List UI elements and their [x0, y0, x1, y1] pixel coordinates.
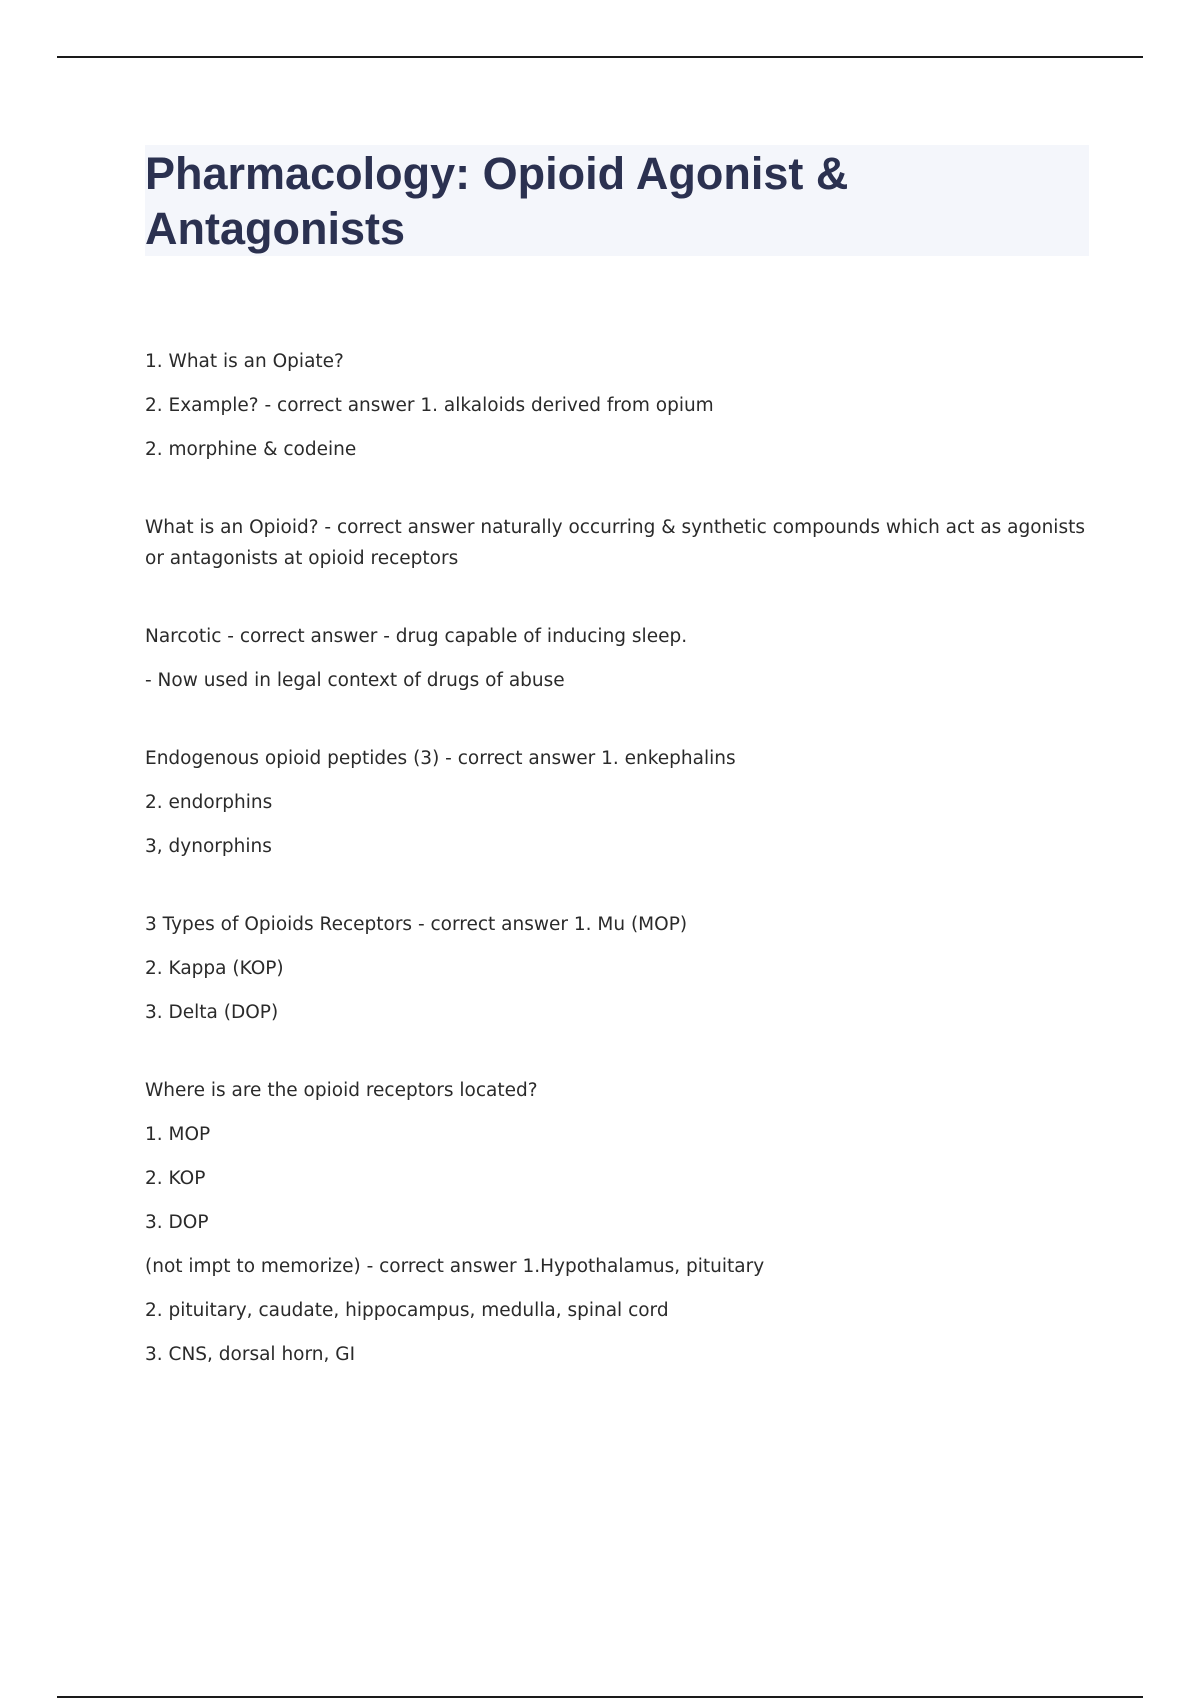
card-line: Where is are the opioid receptors located? — [145, 1080, 538, 1101]
card-line: 1. MOP — [145, 1124, 211, 1145]
page-title: Pharmacology: Opioid Agonist & Antagonists — [145, 148, 849, 254]
card-line: (not impt to memorize) - correct answer 1.Hypothalamus, pituitary — [145, 1256, 765, 1277]
flashcard — [145, 909, 1085, 1028]
card-line: - Now used in legal context of drugs of abuse — [145, 670, 565, 691]
card-line: 2. morphine & codeine — [145, 439, 357, 460]
card-line: Endogenous opioid peptides (3) - correct answer 1. enkephalins — [145, 748, 736, 769]
card-line: 3. DOP — [145, 1212, 209, 1233]
card-line: 2. Example? - correct answer 1. alkaloids derived from opium — [145, 395, 714, 416]
card-line: 2. KOP — [145, 1168, 206, 1189]
card-line: 2. Kappa (KOP) — [145, 958, 284, 979]
card-line: 3, dynorphins — [145, 836, 272, 857]
flashcard — [145, 512, 1091, 574]
card-line: Narcotic - correct answer - drug capable of inducing sleep. — [145, 626, 688, 647]
flashcard-list — [145, 346, 1091, 1383]
card-line: 2. pituitary, caudate, hippocampus, medulla, spinal cord — [145, 1300, 669, 1321]
flashcard — [145, 1075, 1085, 1370]
top-rule — [57, 56, 1143, 58]
card-line: 3 Types of Opioids Receptors - correct answer 1. Mu (MOP) — [145, 914, 688, 935]
flashcard — [145, 621, 1085, 696]
card-line: 3. Delta (DOP) — [145, 1002, 279, 1023]
bottom-rule — [57, 1696, 1143, 1698]
card-line: What is an Opioid? - correct answer naturally occurring & synthetic compounds which act as agonists or antagonists at opioid receptors — [145, 517, 1091, 569]
card-line: 2. endorphins — [145, 792, 273, 813]
card-line: 3. CNS, dorsal horn, GI — [145, 1344, 356, 1365]
flashcard — [145, 743, 1085, 862]
flashcard — [145, 346, 1085, 465]
card-line: 1. What is an Opiate? — [145, 351, 344, 372]
